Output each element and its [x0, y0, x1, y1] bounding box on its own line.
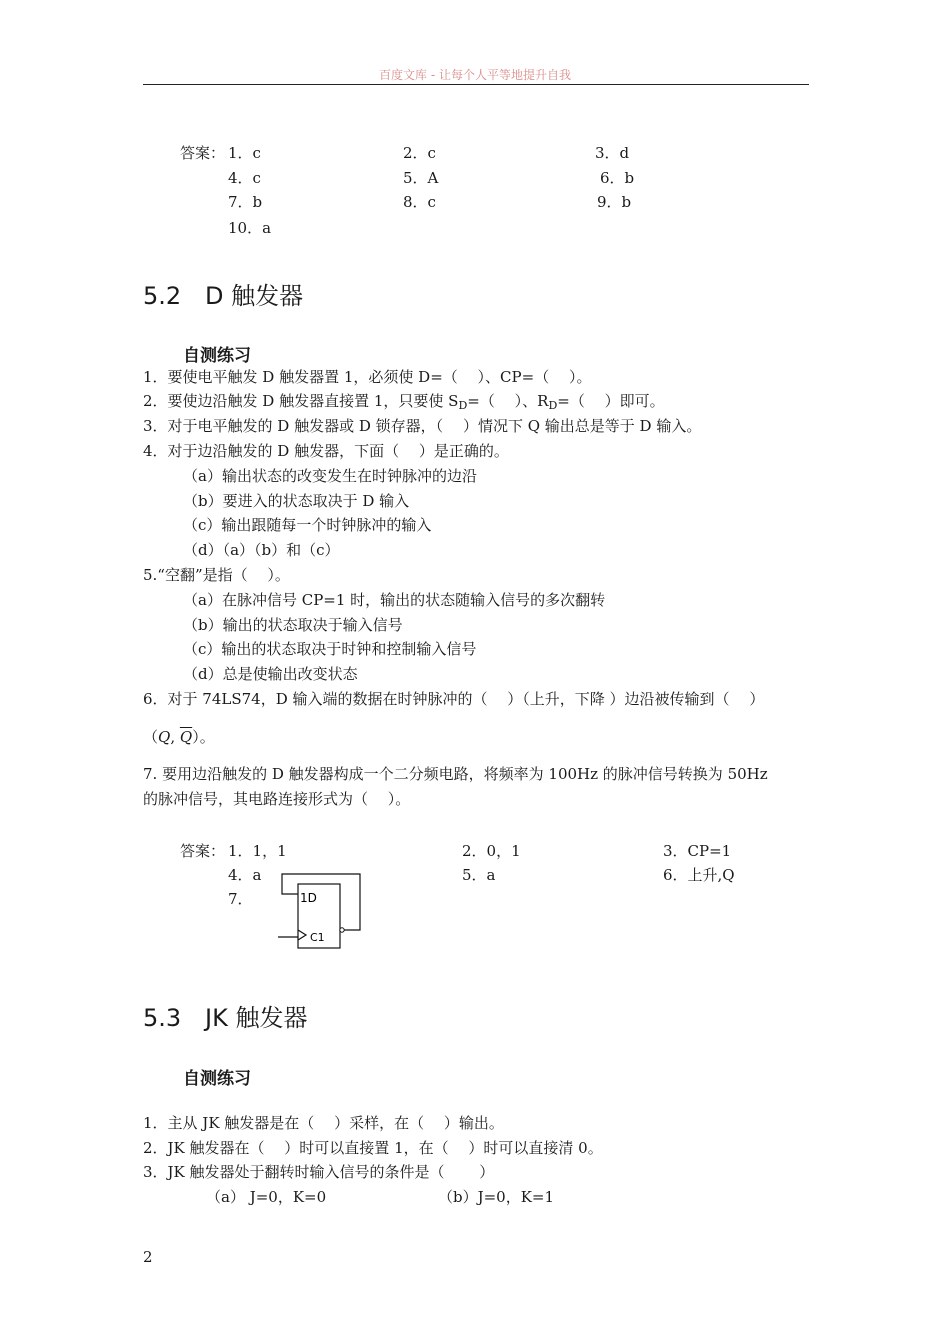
answer-item: 9．b: [597, 193, 632, 211]
question-2: 2．JK 触发器在（ ）时可以直接置 1，在（ ）时可以直接清 0。: [143, 1139, 603, 1157]
question-1: 1．主从 JK 触发器是在（ ）采样，在（ ）输出。: [143, 1114, 504, 1132]
question-7: 7. 要用边沿触发的 D 触发器构成一个二分频电路，将频率为 100Hz 的脉冲信号转换为 50Hz: [143, 765, 768, 783]
question-3: 3．对于电平触发的 D 触发器或 D 锁存器，（ ）情况下 Q 输出总是等于 D 输入。: [143, 417, 702, 435]
clock-label: C1: [310, 931, 325, 944]
option-a: （a）在脉冲信号 CP=1 时，输出的状态随输入信号的多次翻转: [183, 591, 606, 609]
question-6: 6．对于 74LS74，D 输入端的数据在时钟脉冲的（ ）（上升，下降 ）边沿被传输到（ ）: [143, 690, 765, 708]
answer-item: 1．1，1: [228, 842, 287, 860]
answers-label: 答案：: [180, 144, 226, 162]
subsection-title: 自测练习: [183, 346, 251, 366]
option-b: （b）J=0，K=1: [438, 1188, 555, 1206]
answer-item: 5．a: [462, 866, 496, 884]
question-4: 4．对于边沿触发的 D 触发器，下面（ ）是正确的。: [143, 442, 509, 460]
option-b: （b）要进入的状态取决于 D 输入: [183, 492, 410, 510]
option-a: （a） J=0，K=0: [206, 1188, 327, 1206]
option-c: （c）输出的状态取决于时钟和控制输入信号: [183, 640, 477, 658]
section-number: 5.3: [143, 1004, 182, 1032]
answer-item: 6．b: [600, 169, 635, 187]
question-7-line-2: 的脉冲信号，其电路连接形式为（ ）。: [143, 790, 411, 808]
inverted-output-bubble: [340, 928, 344, 932]
option-d: （d）总是使输出改变状态: [183, 665, 358, 683]
answer-item: 7．b: [228, 193, 263, 211]
answer-item: 8．c: [403, 193, 436, 211]
option-a: （a）输出状态的改变发生在时钟脉冲的边沿: [183, 467, 477, 485]
answer-item: 5．A: [403, 169, 439, 187]
section-number: 5.2: [143, 282, 182, 310]
answer-item: 7．: [228, 890, 253, 908]
answer-item: 2．c: [403, 144, 436, 162]
header-divider: [143, 84, 809, 85]
section-title: JK 触发器: [205, 1004, 308, 1032]
answer-item: 4．c: [228, 169, 261, 187]
question-1: 1．要使电平触发 D 触发器置 1，必须使 D=（ ）、CP=（ ）。: [143, 368, 592, 386]
option-d: （d）（a）（b）和（c）: [183, 541, 340, 559]
question-5: 5.“空翻”是指（ ）。: [143, 566, 290, 584]
d-flipflop-circuit: [270, 868, 370, 954]
answer-item: 4．a: [228, 866, 262, 884]
section-title: D 触发器: [205, 282, 304, 310]
answers-label: 答案：: [180, 842, 226, 860]
question-6-continuation: （Q, $\overline{Q}$）。: [143, 728, 215, 746]
page-number: 2: [143, 1248, 153, 1266]
answer-item: 3．CP=1: [663, 842, 732, 860]
answer-item: 2．0，1: [462, 842, 521, 860]
question-3: 3．JK 触发器处于翻转时输入信号的条件是（ ）: [143, 1163, 495, 1181]
option-c: （c）输出跟随每一个时钟脉冲的输入: [183, 516, 432, 534]
section-heading-5-3: [143, 998, 307, 1033]
answer-item: 3．d: [595, 144, 630, 162]
answer-item: 6．上升,Q: [663, 866, 735, 884]
question-2: 2．要使边沿触发 D 触发器直接置 1，只要使 $S_D=$（ ）、$R_D=$（ ）即可。: [143, 392, 665, 412]
subsection-title: 自测练习: [183, 1069, 251, 1089]
answer-item: 1．c: [228, 144, 261, 162]
option-b: （b）输出的状态取决于输入信号: [183, 616, 403, 634]
d-input-label: 1D: [300, 891, 317, 905]
section-heading-5-2: [143, 276, 303, 311]
page-header: 百度文库 - 让每个人平等地提升自我: [379, 68, 571, 82]
answer-item: 10．a: [228, 219, 272, 237]
